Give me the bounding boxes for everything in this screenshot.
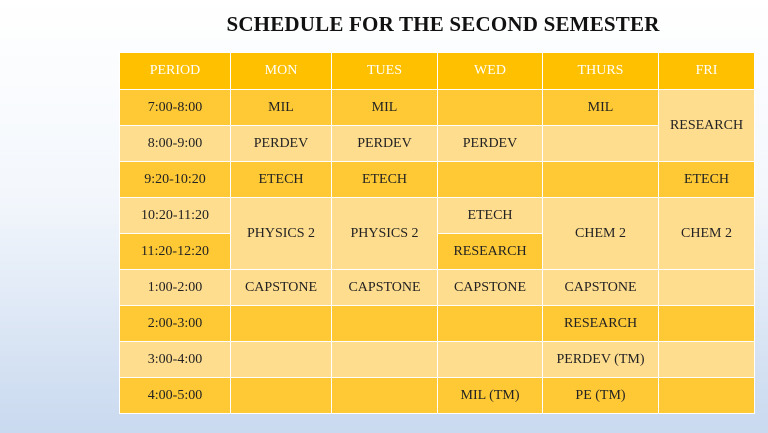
cell-thurs: MIL: [543, 90, 659, 126]
cell-wed: RESEARCH: [438, 234, 543, 270]
cell-mon: PHYSICS 2: [231, 198, 332, 270]
table-row: [120, 378, 755, 414]
cell-mon: ETECH: [231, 162, 332, 198]
header-mon: MON: [231, 53, 332, 90]
cell-mon: MIL: [231, 90, 332, 126]
cell-wed: MIL (TM): [438, 378, 543, 414]
cell-thurs: CAPSTONE: [543, 270, 659, 306]
period-cell: 4:00-5:00: [120, 378, 231, 414]
cell-thurs: PE (TM): [543, 378, 659, 414]
page-title: SCHEDULE FOR THE SECOND SEMESTER: [226, 12, 660, 36]
period-cell: 8:00-9:00: [120, 126, 231, 162]
period-cell: 10:20-11:20: [120, 198, 231, 234]
cell-tues: MIL: [332, 90, 438, 126]
table-row: [120, 162, 755, 198]
cell-tues: [332, 306, 438, 342]
period-cell: 2:00-3:00: [120, 306, 231, 342]
cell-wed: [438, 306, 543, 342]
cell-wed: [438, 90, 543, 126]
table-row: [120, 90, 755, 126]
cell-tues: CAPSTONE: [332, 270, 438, 306]
cell-tues: PHYSICS 2: [332, 198, 438, 270]
table-row: [120, 306, 755, 342]
cell-mon: [231, 306, 332, 342]
cell-wed: CAPSTONE: [438, 270, 543, 306]
period-cell: 7:00-8:00: [120, 90, 231, 126]
cell-thurs: [543, 162, 659, 198]
cell-thurs: RESEARCH: [543, 306, 659, 342]
cell-wed: ETECH: [438, 198, 543, 234]
cell-mon: PERDEV: [231, 126, 332, 162]
table-row: [120, 342, 755, 378]
cell-wed: PERDEV: [438, 126, 543, 162]
header-tues: TUES: [332, 53, 438, 90]
cell-fri: [659, 270, 755, 306]
cell-fri: [659, 342, 755, 378]
cell-tues: PERDEV: [332, 126, 438, 162]
cell-fri: [659, 378, 755, 414]
header-wed: WED: [438, 53, 543, 90]
table-row: [120, 270, 755, 306]
header-fri: FRI: [659, 53, 755, 90]
cell-mon: [231, 342, 332, 378]
cell-fri: ETECH: [659, 162, 755, 198]
cell-tues: ETECH: [332, 162, 438, 198]
cell-fri: CHEM 2: [659, 198, 755, 270]
cell-wed: [438, 342, 543, 378]
table-header-row: [120, 53, 755, 90]
period-cell: 11:20-12:20: [120, 234, 231, 270]
header-period: PERIOD: [120, 53, 231, 90]
cell-mon: [231, 378, 332, 414]
table-row: [120, 198, 755, 234]
cell-thurs: PERDEV (TM): [543, 342, 659, 378]
cell-thurs: [543, 126, 659, 162]
period-cell: 3:00-4:00: [120, 342, 231, 378]
cell-tues: [332, 378, 438, 414]
cell-fri: RESEARCH: [659, 90, 755, 162]
period-cell: 9:20-10:20: [120, 162, 231, 198]
period-cell: 1:00-2:00: [120, 270, 231, 306]
cell-tues: [332, 342, 438, 378]
cell-mon: CAPSTONE: [231, 270, 332, 306]
cell-wed: [438, 162, 543, 198]
schedule-table: [119, 52, 755, 414]
cell-fri: [659, 306, 755, 342]
cell-thurs: CHEM 2: [543, 198, 659, 270]
header-thurs: THURS: [543, 53, 659, 90]
